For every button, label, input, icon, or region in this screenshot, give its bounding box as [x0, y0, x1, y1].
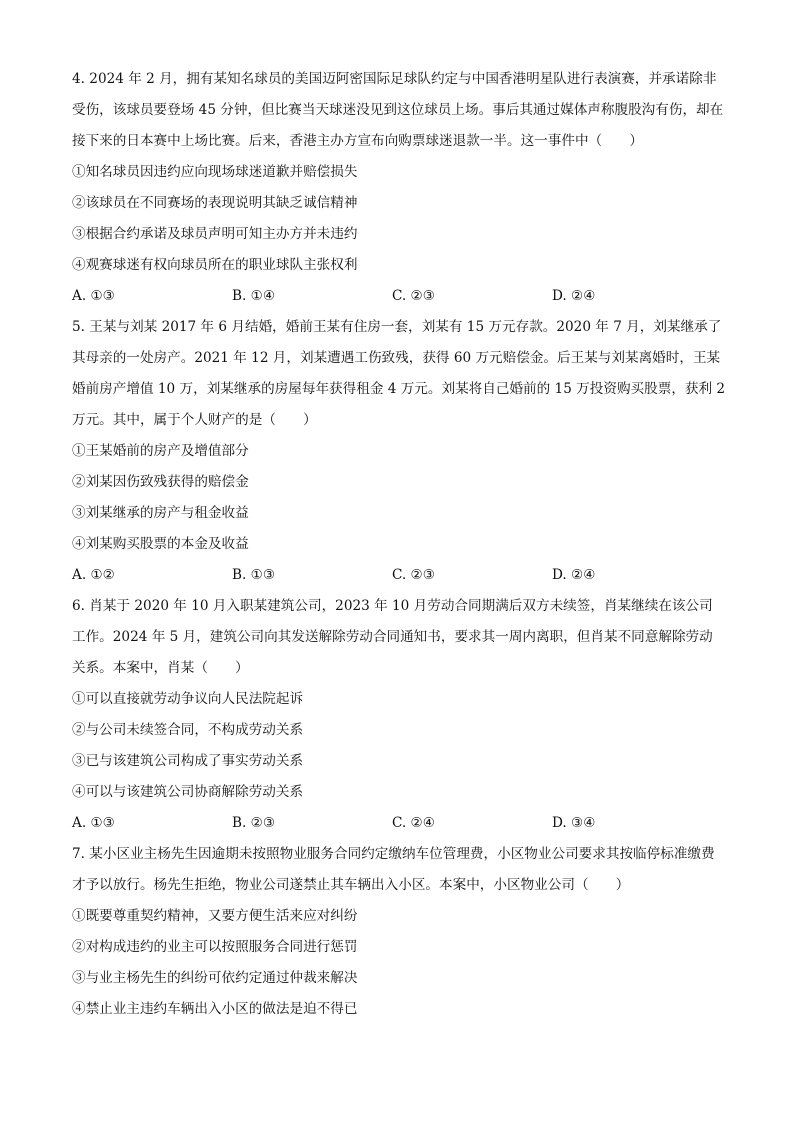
question-5 — [72, 312, 726, 591]
option-line: ④观赛球迷有权向球员所在的职业球队主张权利 — [72, 257, 358, 273]
option-line: ②该球员在不同赛场的表现说明其缺乏诚信精神 — [72, 195, 358, 211]
option-line: ③已与该建筑公司构成了事实劳动关系 — [72, 753, 304, 769]
question-4 — [72, 64, 726, 312]
choice-d: D. ②④ — [552, 288, 596, 304]
answer-choices — [72, 281, 726, 312]
option-line: ③刘某继承的房产与租金收益 — [72, 505, 249, 521]
option-line: ②对构成违约的业主可以按照服务合同进行惩罚 — [72, 939, 358, 955]
choice-b: B. ①③ — [232, 567, 276, 583]
choice-d: D. ③④ — [552, 815, 596, 831]
choice-c: C. ②③ — [392, 288, 435, 304]
exam-page — [72, 64, 726, 1025]
question-stem: 6. 肖某于 2020 年 10 月入职某建筑公司，2023 年 10 月劳动合同期满后双方未续签，肖某继续在该公司工作。2024 年 5 月，建筑公司向其发送解除劳动合同通知书，要求其一周内离职，但肖某不同意解除劳动关系。本案中，肖某（ ） — [72, 598, 713, 676]
choice-b: B. ①④ — [232, 288, 276, 304]
option-line: ①王某婚前的房产及增值部分 — [72, 443, 249, 459]
choice-a: A. ①② — [72, 567, 115, 583]
choice-b: B. ②③ — [232, 815, 276, 831]
option-line: ④禁止业主违约车辆出入小区的做法是迫不得已 — [72, 1001, 358, 1017]
option-line: ①知名球员因违约应向现场球迷道歉并赔偿损失 — [72, 164, 358, 180]
question-7 — [72, 839, 726, 1025]
choice-a: A. ①③ — [72, 288, 115, 304]
question-stem: 4. 2024 年 2 月，拥有某知名球员的美国迈阿密国际足球队约定与中国香港明星队进行表演赛，并承诺除非受伤，该球员要登场 45 分钟，但比赛当天球迷没见到这位球员上场。事后其通过媒体声称腹股沟有伤，却在接下来的日本赛中上场比赛。后来，香港主办方宣布向购票球迷退款一半。这一事件中（ ） — [72, 71, 724, 149]
choice-c: C. ②④ — [392, 815, 435, 831]
choice-c: C. ②③ — [392, 567, 435, 583]
option-line: ④刘某购买股票的本金及收益 — [72, 536, 249, 552]
option-line: ②与公司未续签合同，不构成劳动关系 — [72, 722, 304, 738]
answer-choices — [72, 560, 726, 591]
question-stem: 7. 某小区业主杨先生因逾期未按照物业服务合同约定缴纳车位管理费，小区物业公司要求其按临停标准缴费才予以放行。杨先生拒绝，物业公司遂禁止其车辆出入小区。本案中，小区物业公司（ ） — [72, 846, 715, 893]
option-line: ③根据合约承诺及球员声明可知主办方并未违约 — [72, 226, 358, 242]
choice-a: A. ①③ — [72, 815, 115, 831]
choice-d: D. ②④ — [552, 567, 596, 583]
option-line: ①既要尊重契约精神，又要方便生活来应对纠纷 — [72, 908, 358, 924]
option-line: ④可以与该建筑公司协商解除劳动关系 — [72, 784, 304, 800]
question-6 — [72, 591, 726, 839]
answer-choices — [72, 808, 726, 839]
option-line: ②刘某因伤致残获得的赔偿金 — [72, 474, 249, 490]
option-line: ①可以直接就劳动争议向人民法院起诉 — [72, 691, 304, 707]
option-line: ③与业主杨先生的纠纷可依约定通过仲裁来解决 — [72, 970, 358, 986]
question-stem: 5. 王某与刘某 2017 年 6 月结婚，婚前王某有住房一套，刘某有 15 万元存款。2020 年 7 月，刘某继承了其母亲的一处房产。2021 年 12 月，刘某遭遇工伤致残，获得 60 万元赔偿金。后王某与刘某离婚时，王某婚前房产增值 10 万，刘某继承的房屋每年获得租金 4 万元。刘某将自己婚前的 15 万投资购买股票，获利 2 万元。其中，属于个人财产的是（ ） — [72, 319, 726, 428]
